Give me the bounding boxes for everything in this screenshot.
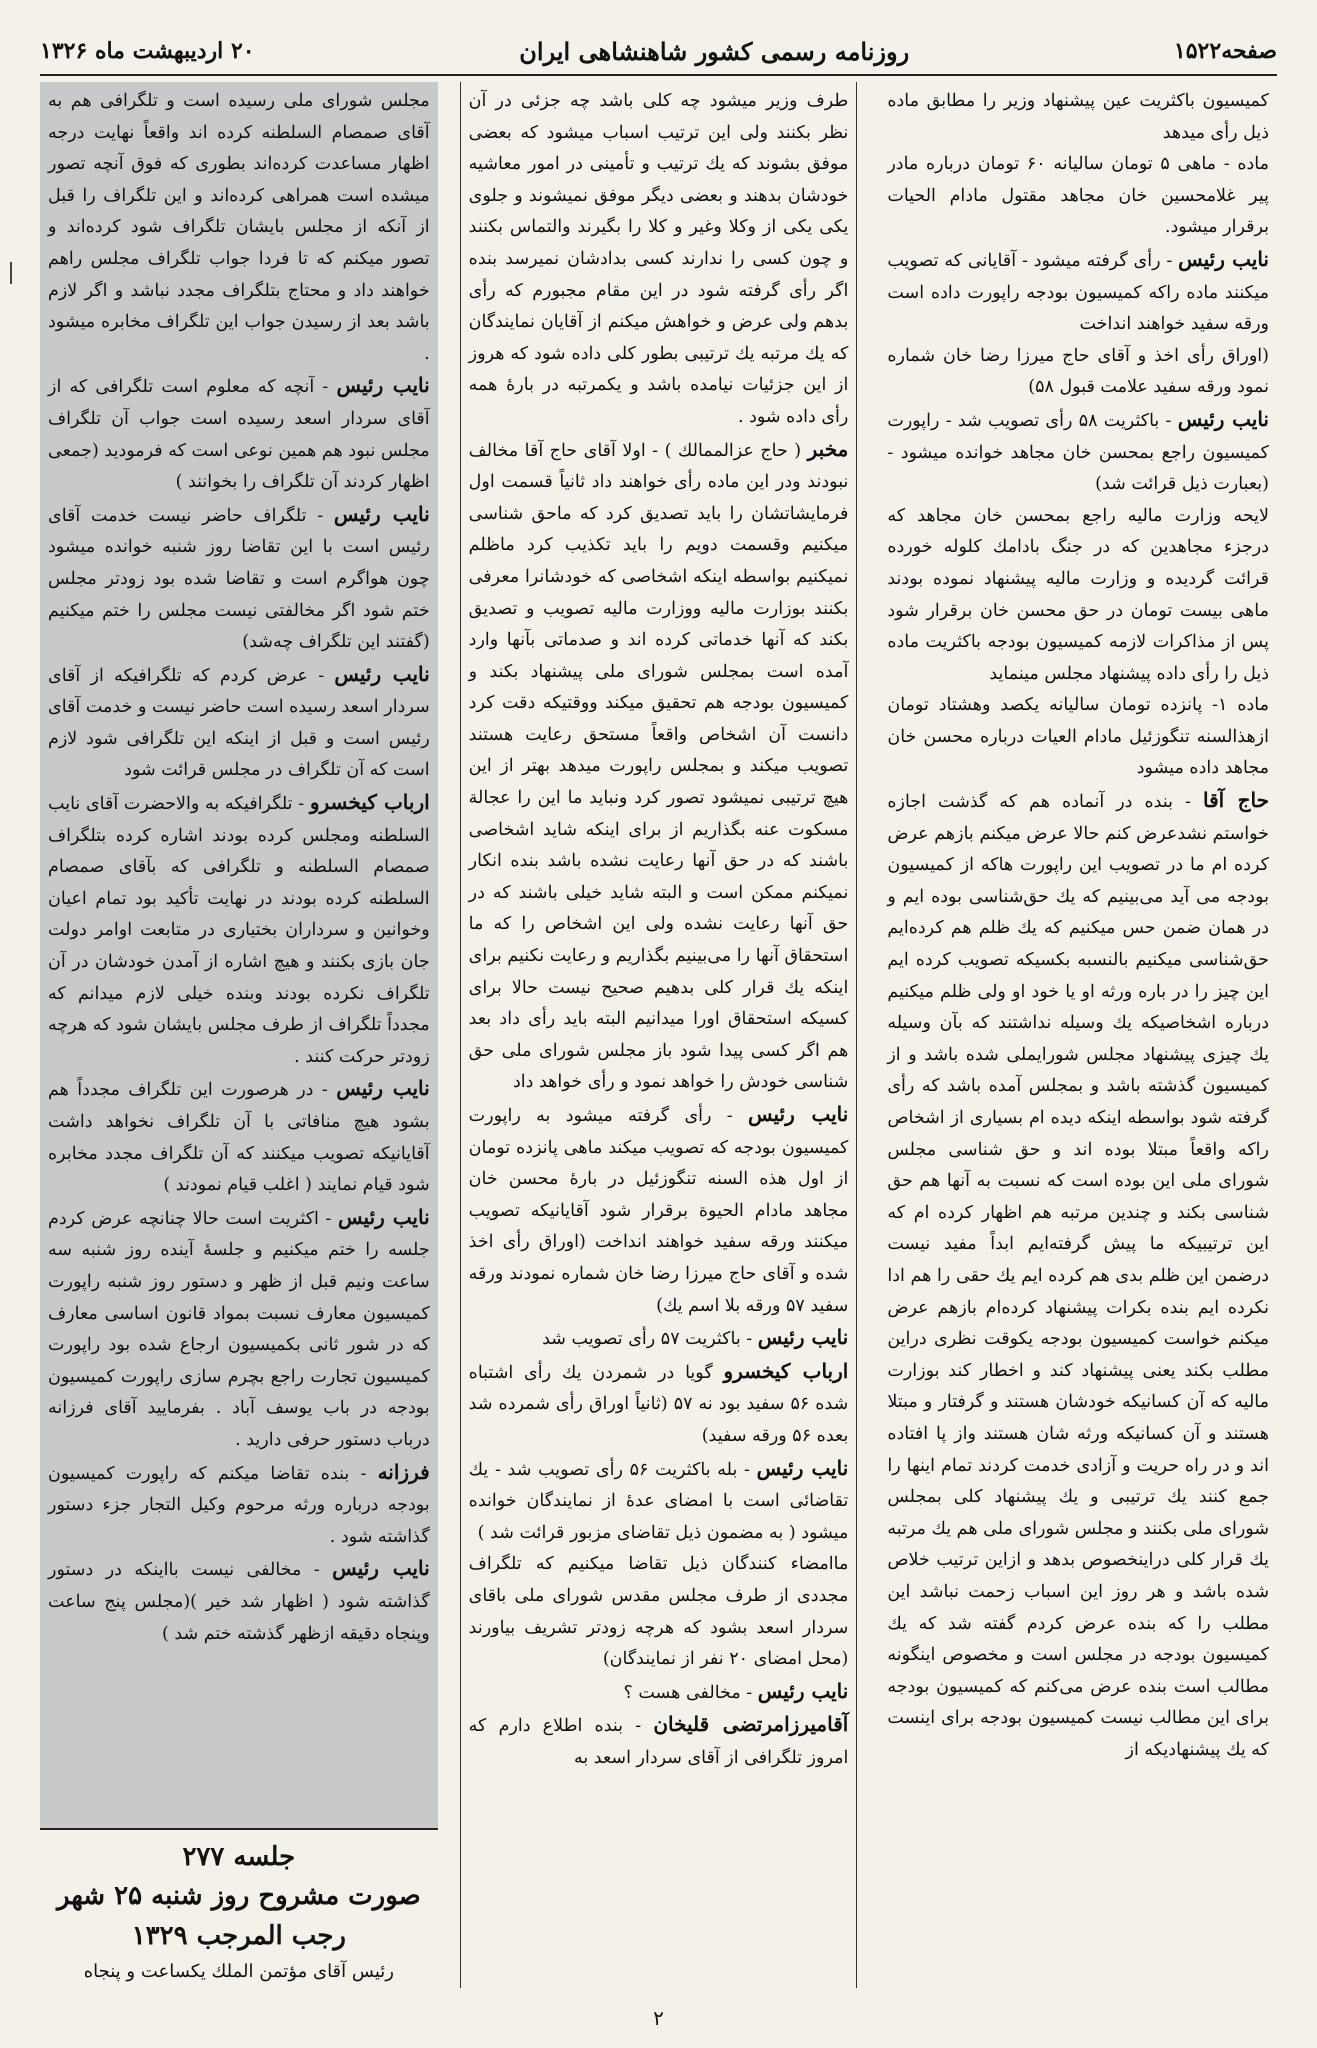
paragraph-text: - باکثریت ۵۷ رأی تصویب شد [542,1329,758,1350]
page-footer-number: ۲ [653,2006,664,2030]
paragraph [887,244,1269,341]
paragraph-text: - بنده تقاضا میکنم که راپورت کمیسیون بودجه درباره ورثه مرحوم وکیل التجار جزء دستور گذاشته شود . [48,1463,430,1547]
speaker-name: نایب رئیس [756,1455,849,1480]
speaker-name: آقامیرزامرتضی قلیخان [653,1712,849,1737]
speaker-name: نایب رئیس [757,1678,849,1703]
speaker-name: ارباب کیخسرو [309,790,430,815]
paragraph-text: ماده ۱- پانزده تومان سالیانه یکصد وهشتاد تومان ازهذالسنه تنگوزئیل مادام العیات درباره محسن خان مجاهد داده میشود [887,695,1269,779]
speaker-name: نایب رئیس [332,1556,430,1581]
paragraph [469,1709,849,1774]
paragraph [887,341,1269,404]
newspaper-title: روزنامه رسمی کشور شاهنشاهی ایران [519,36,910,66]
session-subtitle-1: صورت مشروح روز شنبه ۲۵ شهر [56,1881,421,1911]
paragraph [469,1549,849,1675]
paragraph [48,1553,430,1650]
column-middle [460,82,858,1988]
paragraph [48,499,430,659]
speaker-name: نایب رئیس [333,501,430,526]
paragraph-text: لایحه وزارت مالیه راجع بمحسن خان مجاهد که درجزء مجاهدین که در جنگ بادامك کلوله خورده قرائت گردیده و وزارت مالیه پیشنهاد نموده بودند ماهی بیست تومان در حق محسن خان برقرار شود پس از مذاکرات لازمه کمیسیون بودجه باکثریت ماده ذیل را رأی داده پیشنهاد مجلس مینماید [887,505,1269,684]
paragraph-text: - مخالفی هست ؟ [623,1682,758,1703]
paragraph-text: - اکثریت است حالا چنانچه عرض کردم جلسه را ختم میکنیم و جلسهٔ آینده روز شنبه سه ساعت ونیم قبل از ظهر و دستور روز شنبه راپورت کمیسیون معارف نسبت بمواد قانون اساسی معارف که در شور ثانی بکمیسیون ارجاع شده بود راپورت کمیسیون تجارت راجع بچرم سازی راپورت کمیسیون بودجه در باب یوسف آباد . بفرمایید آقای فرزانه درباب دستور حرفی دارید . [48,1208,430,1450]
paragraph [48,86,430,370]
paragraph [48,1202,430,1457]
speaker-name: مخبر [807,436,849,461]
speaker-name: فرزانه [377,1459,430,1484]
speaker-name: نایب رئیس [336,373,430,398]
paragraph [48,1073,430,1201]
speaker-name: نایب رئیس [338,1204,430,1229]
session-subtitle-2: رجب المرجب ۱۳۲۹ [131,1921,346,1951]
paragraph-text: - رأی گرفته میشود به راپورت کمیسیون بودجه که تصویب میکند ماهی پانزده تومان از اول هذه السنه تنگوزئیل در بارهٔ محسن خان مجاهد مادام الحیوة برقرار شود آقایانیکه تصویب میکنند ورقه سفید خواهند انداخت (اوراق رأی اخذ شده و آقای حاج میرزا رضا خان شماره نمودند ورقه سفید ۵۷ ورقه بلا اسم یك) [468,1106,849,1316]
paragraph [469,1453,849,1550]
paragraph-text: (اوراق رأی اخذ و آقای حاج میرزا رضا خان شماره نمود ورقه سفید علامت قبول ۵۸) [887,345,1269,398]
paragraph-text: - بله باکثریت ۵۶ رأی تصویب شد - یك تقاضائی است با امضای عدهٔ از نمایندگان خوانده میشود ( به مضمون ذیل تقاضای مزبور قرائت شد ) [468,1459,849,1543]
paragraph [887,690,1269,785]
paragraph-text: ماده - ماهی ۵ تومان سالیانه ۶۰ تومان درباره مادر پیر غلامحسین خان مجاهد مقتول مادام الحیات برقرار میشود. [887,154,1269,238]
paragraph-text: ماامضاء کنندگان ذیل تقاضا میکنیم که تلگراف مجددی از طرف مجلس مقدس شورای ملی باقای سردار اسعد بشود که هرچه زودتر تشریف بیاورند (محل امضای ۲۰ نفر از نمایندگان) [468,1554,849,1670]
speaker-name: نایب رئیس [336,1076,430,1101]
paragraph [469,1322,849,1356]
paragraph-text: - مخالفی نیست بااینکه در دستور گذاشته شود ( اظهار شد خیر )(مجلس پنج ساعت وپنجاه دقیقه ازظهر گذشته ختم شد ) [48,1560,430,1644]
speaker-name: ارباب کیخسرو [723,1358,849,1383]
speaker-name: نایب رئیس [757,1325,849,1350]
paragraph-text: طرف وزیر میشود چه کلی باشد چه جزئی در آن نظر بکنند ولی این ترتیب اسباب میشود که بعضی موفق بشوند که یك ترتیب و تأمینی در امور معاشیه خودشان بدهند و بعضی دیگر موفق نمیشوند و جلوی یکی یکی از وکلا وغیر و کلا را بگیرند والتماس بکنند و چون کسی را ندارند کسی بدادشان نمیرسد بنده اگر رأی گرفته شود در این مقام مجبورم که رأی بدهم ولی عرض و خواهش میکنم از آقایان نمایندگان که یك مرتبه یك ترتیبی بطور کلی داده شود که هروز از این جزئیات نیامده باشد و یکمرتبه در بارهٔ همه رأی داده شود . [468,91,849,427]
paragraph [48,659,430,787]
paragraph-text: - در هرصورت این تلگراف مجدداً هم بشود هیچ منافاتی با آن تلگراف نخواهد داشت آقایانیکه تصویب میکنند که آن تلگراف مجدد مخابره شود قیام نمایند ( اغلب قیام نمودند ) [48,1080,430,1196]
speaker-name: نایب رئیس [1178,246,1269,271]
paragraph [48,1457,430,1554]
paragraph-text: - رأی گرفته میشود - آقایانی که تصویب میکنند ماده راکه کمیسیون بودجه راپورت داده است ورقه سفید خواهند انداخت [887,250,1269,335]
paragraph-text: کمیسیون باکثریت عین پیشنهاد وزیر را مطابق ماده ذیل رأی میدهد [887,91,1269,143]
session-heading [40,1828,438,1988]
column-right [879,82,1277,1988]
paragraph [469,1356,849,1453]
issue-date: ۲۰ اردیبهشت ماه ۱۳۲۶ [40,38,255,64]
speaker-name: نایب رئیس [1177,406,1269,431]
paragraph-text: - بنده در آنماده هم که گذشت اجازه خواستم نشدعرض کنم حالا عرض میکنم بازهم عرض کرده ام ما در تصویب این راپورت هاکه از کمیسیون بودجه می آید می‌بینیم که یك حق‌شناسی بوده ایم و در همان ضمن حس میکنیم که یك ظلم هم کرده‌ایم حق‌شناسی میکنیم بالنسبه بکسیکه تصویب کرده ایم این چیز را در باره ورثه او یا خود او ولی ظلم میکنیم درباره اشخاصیکه یك وسیله نداشتند که بآن وسیله یك چیزی پیشنهاد مجلس شورایملی شده باشد و از کمیسیون گذشته باشد و بمجلس آمده باشد که رأی گرفته شود بواسطه اینکه دیده ام بسیاری از اشخاص راکه واقعاً مبتلا بوده اند و حق شناسی مجلس شورای ملی این بوده است که نسبت به آنها هم حق شناسی بکند و چندین مرتبه هم اظهار کرده ام که این ترتیبیکه ما پیش گرفته‌ایم ابداً مفید نیست درضمن این ظلم بدی هم کرده ایم یك حقی را هم ادا نکرده ایم بنده بکرات پیشنهاد کرده‌ام بازهم عرض میکنم خواست کمیسیون بودجه یکوقت نظری دراین مطلب بکند یعنی پیشنهاد کند و اخطار کند بوزارت مالیه که آن کسانیکه خودشان هستند و گرفتار و مبتلا هستند و آن کسانیکه ورثه شان هستند واز پا افتاده اند و در راه حریت و آزادی خدمت کردند تمام اینها را جمع کنند یك ترتیبی و یك پیشنهاد کلی بمجلس شورای ملی بکنند و مجلس شورای ملی هم یك مرتبه یك قرار کلی دراینخصوص بدهد و ازاین ترتیب خلاص شده باشد و هر روز این اسباب زحمت نباشد این مطلب را که بنده عرض کردم گفته شد که یك کمیسیون بودجه در مجلس است و مخصوص اینگونه مطالب است بنده عرض می‌کنم که کمیسیون بودجه برای این مطالب نیست کمیسیون بودجه برای اینست که یك پیشنهادیکه از [887,792,1269,1760]
paragraph [48,787,430,1073]
paragraph-text: - آنچه که معلوم است تلگرافی که از آقای سردار اسعد رسیده است جواب آن تلگراف مجلس نبود هم همین نوعی است که فرمودید (جمعی اظهار کردند آن تلگراف را بخوانند ) [48,377,430,493]
speaker-name: حاج آقا [1202,788,1269,813]
paragraph-text: - بنده اطلاع دارم که امروز تلگرافی از آقای سردار اسعد به [468,1716,849,1768]
paragraph [469,86,849,434]
column-left-body [48,86,430,1650]
page-header [40,28,1277,76]
paragraph [48,370,430,498]
speaker-name: نایب رئیس [334,661,430,686]
paragraph-text: ( حاج عزالممالك ) - اولا آقای حاج آقا مخالف نبودند ودر این ماده رأی خواهند داد ثانیاً قسمت اول فرمایشاتشان را باید تصدیق کرد که ماحق شناسی میکنیم وقسمت دویم را باید تکذیب کرد ماظلم نمیکنیم بواسطه اینکه اشخاصی که خودشانرا معرفی بکنند بوزارت مالیه ووزارت مالیه تصویب و تصدیق بکند که آنها خدماتی کرده اند و صدماتی بآنها وارد آمده است بمجلس شورای ملی پیشنهاد بکند و کمیسیون بودجه هم تحقیق میکند ووقتیکه دقت کرد دانست آن اشخاص واقعاً مستحق رعایت هستند تصویب میکند و بمجلس راپورت میدهد بهتر از این هیچ ترتیبی نمیشود تصور کرد ونباید ما این را عجالة مسکوت عنه بگذاریم از برای اینکه شاید اشخاصی باشند که در حق آنها رعایت نشده باشد بنده انکار نمیکنم ممکن است و البته شاید خیلی باشند که در حق آنها رعایت نشده ولی این اشخاص را که ما استحقاق آنها را می‌بینیم بگذاریم و رعایت نکنیم برای اینکه یك قرار کلی بدهیم صحیح نیست حالا برای کسیکه استحقاق اورا میدانیم البته باید رأی داد بعد هم اگر کسی پیدا شود باز مجلس شورای ملی حق شناسی خودش را خواهد نمود و رأی خواهد داد [468,440,849,1093]
paragraph [887,404,1269,501]
paragraph-text: - عرض کردم که تلگرافیکه از آقای سردار اسعد رسیده است حاضر نیست و خدمت آقای رئیس است و قبل از اینکه این تلگرافی شود لازم است که آن تلگراف در مجلس قرائت شود [48,665,430,781]
paragraph-text: - تلگرافیکه به والاحضرت آقای نایب السلطنه ومجلس کرده بودند اشاره کرده بتلگراف صمصام السلطنه و تلگرافی که بآقای صمصام السلطنه کرده بودند در نهایت تأکید بود تمام اعیان وخوانین و سرداران بختیاری در متابعت اوامر دولت جان بازی بکنند و هیچ اشاره از آمدن خودشان در آن تلگراف نکرده بودند وبنده خیلی لازم میدانم که مجدداً تلگراف از طرف مجلس بایشان شود که هرچه زودتر حرکت کنند . [48,794,430,1067]
column-left [40,82,438,1988]
paragraph [887,149,1269,244]
speaker-name: نایب رئیس [748,1102,849,1126]
page-number-label: صفحه۱۵۲۲ [1173,38,1277,64]
paragraph [887,785,1269,1766]
paragraph [469,434,849,1099]
paragraph [887,86,1269,149]
article-columns [40,82,1277,1988]
session-chair: رئیس آقای مؤتمن الملك یکساعت و پنجاه [83,1961,394,1982]
paragraph-text: گویا در شمردن یك رأی اشتباه شده ۵۶ سفید بود نه ۵۷ (ثانیاً اوراق رأی شمرده شد بعده ۵۶ ورقه سفید) [468,1362,849,1446]
margin-mark [10,262,12,284]
paragraph [469,1099,849,1322]
paragraph [887,501,1269,691]
paragraph-text: مجلس شورای ملی رسیده است و تلگرافی هم به آقای صمصام السلطنه کرده اند واقعاً نهایت درجه اظهار مساعدت کرده‌اند بطوری که فوق آنچه تصور میشده است همراهی کرده‌اند و این تلگراف را قبل از آنکه از مجلس بایشان تلگراف شود کرده‌اند و تصور میکنم که تا فردا جواب تلگراف مجلس راهم خواهند داد و محتاج بتلگراف مجدد نباشد و اگر لازم باشد بعد از رسیدن جواب این تلگراف مخابره میشود . [48,91,430,364]
paragraph-text: - تلگراف حاضر نیست خدمت آقای رئیس است با این تقاضا روز شنبه خوانده میشود چون هواگرم است و تقاضا شده بود زودتر مجلس ختم شود اگر مخالفتی نیست مجلس را ختم میکنیم (گفتند این تلگراف چه‌شد) [48,505,430,653]
paragraph [469,1676,849,1710]
paragraph-text: - باکثریت ۵۸ رأی تصویب شد - راپورت کمیسیون راجع بمحسن خان مجاهد خوانده میشود - (بعبارت ذیل قرائت شد) [887,410,1269,495]
session-title: جلسه ۲۷۷ [182,1842,296,1872]
